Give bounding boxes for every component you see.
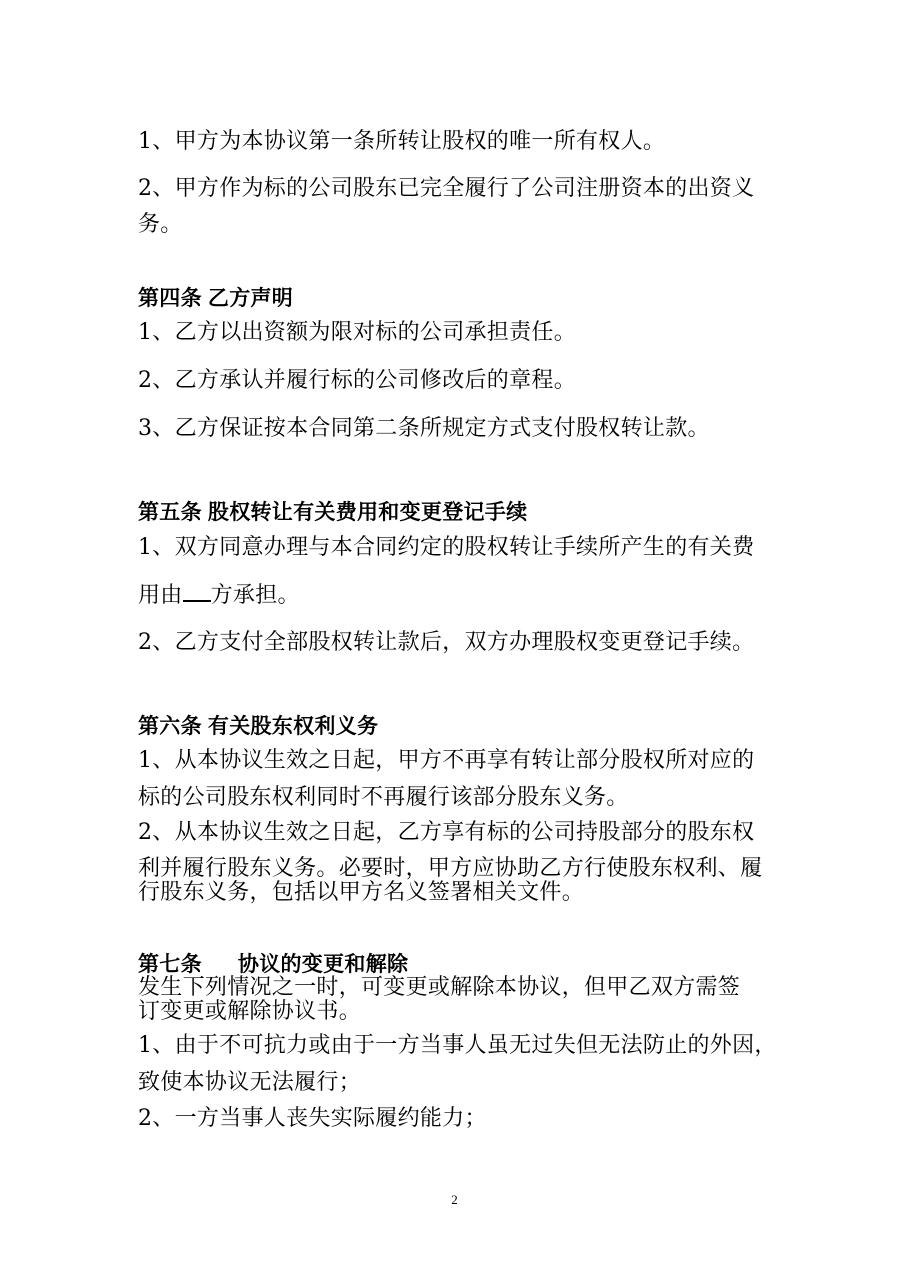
paragraph-line: 利并履行股东义务。必要时，甲方应协助乙方行使股东权利、履	[138, 856, 763, 881]
text-segment: 用由	[138, 583, 183, 608]
section-title: 有关股东权利义务	[207, 714, 379, 738]
section-title: 协议的变更和解除	[237, 952, 409, 976]
paragraph-line: 发生下列情况之一时，可变更或解除本协议，但甲乙双方需签	[138, 975, 741, 1000]
section-title: 乙方声明	[207, 286, 294, 310]
section-number: 第五条	[138, 500, 202, 524]
section-heading	[138, 285, 293, 311]
fill-in-blank	[183, 582, 211, 602]
paragraph-line: 务。	[138, 212, 183, 237]
paragraph-line: 2、甲方作为标的公司股东已完全履行了公司注册资本的出资义	[138, 176, 755, 201]
section-number: 第六条	[138, 714, 202, 738]
paragraph-line: 标的公司股东权利同时不再履行该部分股东义务。	[138, 785, 629, 810]
section-heading	[138, 499, 527, 525]
paragraph-line: 2、乙方支付全部股权转让款后，双方办理股权变更登记手续。	[138, 630, 755, 655]
paragraph-line: 3、乙方保证按本合同第二条所规定方式支付股权转让款。	[138, 416, 710, 441]
paragraph-line: 1、甲方为本协议第一条所转让股权的唯一所有权人。	[138, 129, 666, 154]
paragraph-line: 行股东义务，包括以甲方名义签署相关文件。	[138, 880, 585, 905]
paragraph-line: 1、乙方以出资额为限对标的公司承担责任。	[138, 320, 576, 345]
section-number: 第四条	[138, 286, 202, 310]
section-title: 股权转让有关费用和变更登记手续	[207, 500, 528, 524]
paragraph-line: 1、双方同意办理与本合同约定的股权转让手续所产生的有关费	[138, 535, 755, 560]
paragraph-line: 1、由于不可抗力或由于一方当事人虽无过失但无法防止的外因，	[138, 1033, 777, 1058]
paragraph-line: 1、从本协议生效之日起，甲方不再享有转让部分股权所对应的	[138, 748, 755, 773]
section-heading	[138, 951, 408, 977]
page-number: 2	[451, 1192, 458, 1207]
section-heading	[138, 713, 378, 739]
paragraph-line: 2、从本协议生效之日起，乙方享有标的公司持股部分的股东权	[138, 820, 755, 845]
section-number: 第七条	[138, 952, 202, 976]
paragraph-line: 致使本协议无法履行；	[138, 1070, 362, 1095]
paragraph-line: 订变更或解除协议书。	[138, 999, 362, 1024]
paragraph-line: 2、一方当事人丧失实际履约能力；	[138, 1106, 487, 1131]
text-segment: 方承担。	[210, 583, 300, 608]
paragraph-line: 2、乙方承认并履行标的公司修改后的章程。	[138, 368, 576, 393]
paragraph-line	[138, 582, 300, 609]
